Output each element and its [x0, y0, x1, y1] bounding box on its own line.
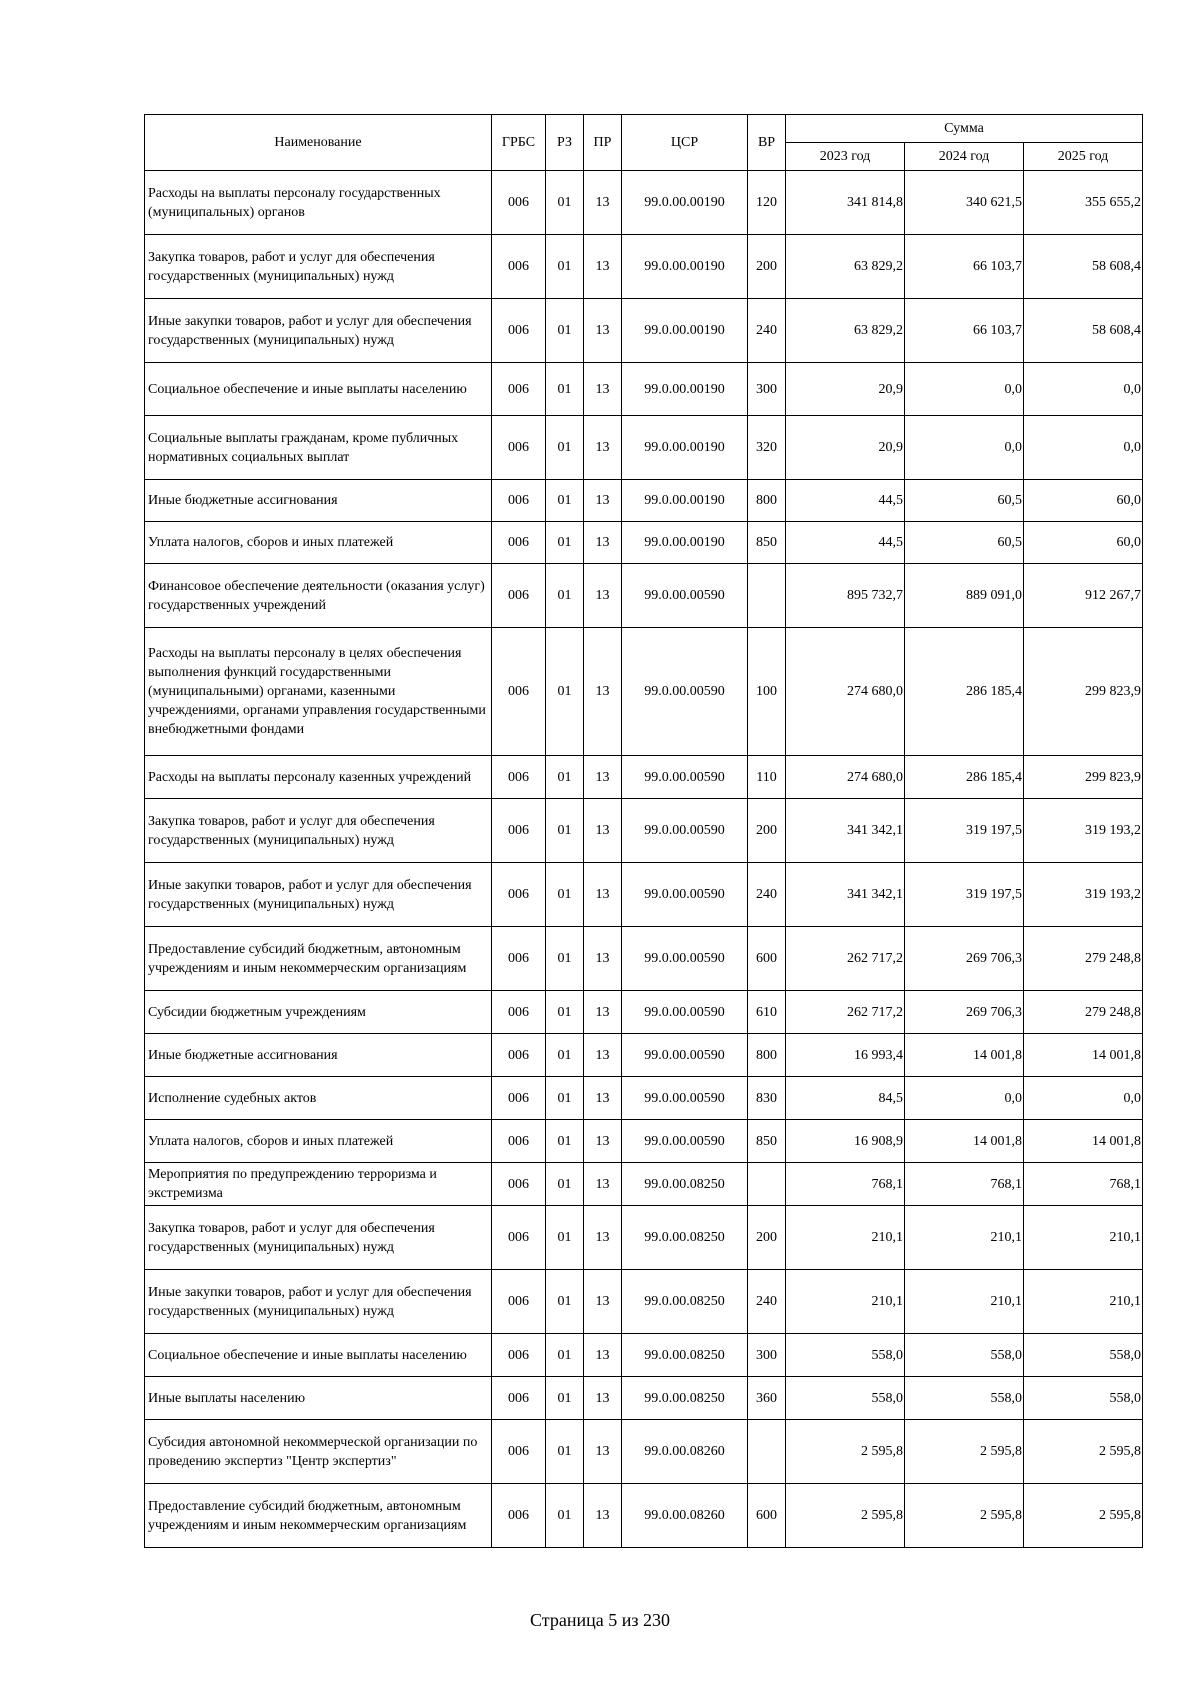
- row-rz: 01: [546, 1163, 584, 1206]
- row-vr: [748, 1420, 786, 1484]
- row-rz: 01: [546, 863, 584, 927]
- row-name: Уплата налогов, сборов и иных платежей: [145, 1120, 492, 1163]
- row-sum-2024: 0,0: [905, 1077, 1024, 1120]
- row-sum-2024: 340 621,5: [905, 171, 1024, 235]
- table-row: [145, 1377, 1143, 1420]
- row-rz: 01: [546, 363, 584, 416]
- row-vr: 200: [748, 1206, 786, 1270]
- row-rz: 01: [546, 1270, 584, 1334]
- row-sum-2023: 341 814,8: [786, 171, 905, 235]
- row-sum-2024: 319 197,5: [905, 863, 1024, 927]
- table-row: [145, 991, 1143, 1034]
- table-row: [145, 756, 1143, 799]
- row-name: Расходы на выплаты персоналу казенных учреждений: [145, 756, 492, 799]
- row-csr: 99.0.00.08250: [622, 1270, 748, 1334]
- row-grbs: 006: [492, 799, 546, 863]
- row-sum-2023: 44,5: [786, 522, 905, 564]
- row-grbs: 006: [492, 1420, 546, 1484]
- row-rz: 01: [546, 1034, 584, 1077]
- row-name: Социальные выплаты гражданам, кроме публичных нормативных социальных выплат: [145, 416, 492, 480]
- row-name: Иные закупки товаров, работ и услуг для обеспечения государственных (муниципальных) нужд: [145, 863, 492, 927]
- table-body: [145, 171, 1143, 1548]
- row-sum-2025: 58 608,4: [1024, 299, 1143, 363]
- row-grbs: 006: [492, 1484, 546, 1548]
- row-name: Социальное обеспечение и иные выплаты населению: [145, 363, 492, 416]
- row-csr: 99.0.00.00590: [622, 1120, 748, 1163]
- row-pr: 13: [584, 863, 622, 927]
- row-sum-2025: 210,1: [1024, 1206, 1143, 1270]
- row-pr: 13: [584, 522, 622, 564]
- row-sum-2024: 286 185,4: [905, 628, 1024, 756]
- row-sum-2024: 286 185,4: [905, 756, 1024, 799]
- table-row: [145, 564, 1143, 628]
- row-pr: 13: [584, 1420, 622, 1484]
- row-rz: 01: [546, 1077, 584, 1120]
- row-name: Уплата налогов, сборов и иных платежей: [145, 522, 492, 564]
- row-pr: 13: [584, 235, 622, 299]
- row-name: Иные выплаты населению: [145, 1377, 492, 1420]
- row-sum-2024: 66 103,7: [905, 299, 1024, 363]
- row-grbs: 006: [492, 991, 546, 1034]
- row-name: Иные закупки товаров, работ и услуг для обеспечения государственных (муниципальных) нужд: [145, 299, 492, 363]
- row-sum-2023: 16 993,4: [786, 1034, 905, 1077]
- row-pr: 13: [584, 1077, 622, 1120]
- row-rz: 01: [546, 564, 584, 628]
- row-sum-2025: 0,0: [1024, 416, 1143, 480]
- row-vr: 320: [748, 416, 786, 480]
- header-pr: ПР: [584, 115, 622, 171]
- row-vr: 800: [748, 1034, 786, 1077]
- row-sum-2024: 889 091,0: [905, 564, 1024, 628]
- row-csr: 99.0.00.08250: [622, 1334, 748, 1377]
- row-sum-2023: 63 829,2: [786, 235, 905, 299]
- row-pr: 13: [584, 927, 622, 991]
- row-pr: 13: [584, 1034, 622, 1077]
- row-name: Субсидия автономной некоммерческой организации по проведению экспертиз "Центр экспертиз": [145, 1420, 492, 1484]
- row-grbs: 006: [492, 564, 546, 628]
- row-sum-2023: 210,1: [786, 1206, 905, 1270]
- header-name: Наименование: [145, 115, 492, 171]
- table-header: [145, 115, 1143, 171]
- table-row: [145, 171, 1143, 235]
- row-pr: 13: [584, 1484, 622, 1548]
- row-sum-2025: 0,0: [1024, 363, 1143, 416]
- row-rz: 01: [546, 235, 584, 299]
- header-2024: 2024 год: [905, 143, 1024, 171]
- row-name: Исполнение судебных актов: [145, 1077, 492, 1120]
- row-vr: 240: [748, 1270, 786, 1334]
- table-row: [145, 863, 1143, 927]
- row-rz: 01: [546, 480, 584, 522]
- row-grbs: 006: [492, 1377, 546, 1420]
- row-grbs: 006: [492, 299, 546, 363]
- row-sum-2024: 2 595,8: [905, 1484, 1024, 1548]
- row-sum-2024: 558,0: [905, 1334, 1024, 1377]
- row-pr: 13: [584, 1334, 622, 1377]
- row-vr: 240: [748, 863, 786, 927]
- table-row: [145, 416, 1143, 480]
- row-name: Иные закупки товаров, работ и услуг для обеспечения государственных (муниципальных) нужд: [145, 1270, 492, 1334]
- header-2025: 2025 год: [1024, 143, 1143, 171]
- row-pr: 13: [584, 171, 622, 235]
- row-sum-2024: 269 706,3: [905, 991, 1024, 1034]
- row-sum-2025: 279 248,8: [1024, 927, 1143, 991]
- row-vr: 850: [748, 1120, 786, 1163]
- table-row: [145, 1077, 1143, 1120]
- row-sum-2025: 2 595,8: [1024, 1484, 1143, 1548]
- row-vr: 200: [748, 235, 786, 299]
- row-grbs: 006: [492, 1206, 546, 1270]
- row-name: Расходы на выплаты персоналу государственных (муниципальных) органов: [145, 171, 492, 235]
- row-sum-2025: 58 608,4: [1024, 235, 1143, 299]
- row-rz: 01: [546, 416, 584, 480]
- row-sum-2025: 768,1: [1024, 1163, 1143, 1206]
- row-pr: 13: [584, 1270, 622, 1334]
- row-csr: 99.0.00.00590: [622, 1077, 748, 1120]
- row-grbs: 006: [492, 416, 546, 480]
- row-name: Мероприятия по предупреждению терроризма и экстремизма: [145, 1163, 492, 1206]
- row-sum-2025: 2 595,8: [1024, 1420, 1143, 1484]
- row-sum-2024: 60,5: [905, 522, 1024, 564]
- row-name: Закупка товаров, работ и услуг для обеспечения государственных (муниципальных) нужд: [145, 235, 492, 299]
- row-vr: 240: [748, 299, 786, 363]
- row-sum-2023: 274 680,0: [786, 628, 905, 756]
- row-csr: 99.0.00.00590: [622, 799, 748, 863]
- row-pr: 13: [584, 628, 622, 756]
- row-sum-2025: 355 655,2: [1024, 171, 1143, 235]
- row-csr: 99.0.00.00190: [622, 299, 748, 363]
- row-csr: 99.0.00.08250: [622, 1206, 748, 1270]
- row-sum-2023: 44,5: [786, 480, 905, 522]
- row-sum-2025: 60,0: [1024, 480, 1143, 522]
- header-vr: ВР: [748, 115, 786, 171]
- row-vr: 110: [748, 756, 786, 799]
- row-vr: 800: [748, 480, 786, 522]
- table-row: [145, 1034, 1143, 1077]
- row-grbs: 006: [492, 235, 546, 299]
- row-sum-2024: 319 197,5: [905, 799, 1024, 863]
- row-rz: 01: [546, 1120, 584, 1163]
- row-grbs: 006: [492, 628, 546, 756]
- row-rz: 01: [546, 628, 584, 756]
- row-csr: 99.0.00.08260: [622, 1420, 748, 1484]
- row-sum-2023: 341 342,1: [786, 863, 905, 927]
- row-grbs: 006: [492, 522, 546, 564]
- row-vr: [748, 564, 786, 628]
- row-csr: 99.0.00.00190: [622, 522, 748, 564]
- row-sum-2024: 2 595,8: [905, 1420, 1024, 1484]
- row-sum-2023: 558,0: [786, 1377, 905, 1420]
- row-sum-2023: 274 680,0: [786, 756, 905, 799]
- table-row: [145, 522, 1143, 564]
- row-rz: 01: [546, 756, 584, 799]
- row-grbs: 006: [492, 1077, 546, 1120]
- row-sum-2024: 0,0: [905, 363, 1024, 416]
- row-csr: 99.0.00.00590: [622, 927, 748, 991]
- row-sum-2023: 341 342,1: [786, 799, 905, 863]
- row-sum-2025: 558,0: [1024, 1334, 1143, 1377]
- header-rz: РЗ: [546, 115, 584, 171]
- row-sum-2023: 558,0: [786, 1334, 905, 1377]
- row-name: Финансовое обеспечение деятельности (оказания услуг) государственных учреждений: [145, 564, 492, 628]
- row-sum-2023: 262 717,2: [786, 927, 905, 991]
- row-csr: 99.0.00.00590: [622, 756, 748, 799]
- row-csr: 99.0.00.00590: [622, 564, 748, 628]
- row-name: Закупка товаров, работ и услуг для обеспечения государственных (муниципальных) нужд: [145, 799, 492, 863]
- row-vr: 120: [748, 171, 786, 235]
- row-sum-2025: 0,0: [1024, 1077, 1143, 1120]
- table-row: [145, 927, 1143, 991]
- row-rz: 01: [546, 991, 584, 1034]
- row-sum-2025: 558,0: [1024, 1377, 1143, 1420]
- row-grbs: 006: [492, 927, 546, 991]
- row-rz: 01: [546, 299, 584, 363]
- row-rz: 01: [546, 1377, 584, 1420]
- table-row: [145, 480, 1143, 522]
- header-2023: 2023 год: [786, 143, 905, 171]
- table-row: [145, 1420, 1143, 1484]
- header-csr: ЦСР: [622, 115, 748, 171]
- row-sum-2024: 14 001,8: [905, 1034, 1024, 1077]
- row-sum-2024: 60,5: [905, 480, 1024, 522]
- row-sum-2023: 20,9: [786, 363, 905, 416]
- row-grbs: 006: [492, 1034, 546, 1077]
- row-sum-2024: 14 001,8: [905, 1120, 1024, 1163]
- row-rz: 01: [546, 522, 584, 564]
- row-vr: [748, 1163, 786, 1206]
- row-grbs: 006: [492, 1120, 546, 1163]
- row-csr: 99.0.00.00190: [622, 416, 748, 480]
- table-row: [145, 1120, 1143, 1163]
- row-rz: 01: [546, 1334, 584, 1377]
- row-csr: 99.0.00.00190: [622, 363, 748, 416]
- table-row: [145, 628, 1143, 756]
- row-rz: 01: [546, 1484, 584, 1548]
- row-grbs: 006: [492, 863, 546, 927]
- row-sum-2023: 210,1: [786, 1270, 905, 1334]
- row-csr: 99.0.00.00590: [622, 863, 748, 927]
- row-name: Социальное обеспечение и иные выплаты населению: [145, 1334, 492, 1377]
- row-csr: 99.0.00.00190: [622, 171, 748, 235]
- table-row: [145, 1163, 1143, 1206]
- table-row: [145, 235, 1143, 299]
- row-sum-2024: 66 103,7: [905, 235, 1024, 299]
- row-grbs: 006: [492, 1163, 546, 1206]
- row-sum-2023: 2 595,8: [786, 1420, 905, 1484]
- row-grbs: 006: [492, 171, 546, 235]
- row-sum-2023: 262 717,2: [786, 991, 905, 1034]
- row-sum-2025: 299 823,9: [1024, 756, 1143, 799]
- row-grbs: 006: [492, 1270, 546, 1334]
- row-csr: 99.0.00.08250: [622, 1163, 748, 1206]
- header-sum: Сумма: [786, 115, 1143, 143]
- table-row: [145, 1206, 1143, 1270]
- row-sum-2023: 768,1: [786, 1163, 905, 1206]
- row-sum-2025: 319 193,2: [1024, 863, 1143, 927]
- row-vr: 600: [748, 927, 786, 991]
- row-vr: 100: [748, 628, 786, 756]
- row-sum-2025: 14 001,8: [1024, 1120, 1143, 1163]
- row-rz: 01: [546, 1206, 584, 1270]
- row-vr: 830: [748, 1077, 786, 1120]
- row-vr: 300: [748, 1334, 786, 1377]
- row-pr: 13: [584, 564, 622, 628]
- row-pr: 13: [584, 991, 622, 1034]
- row-vr: 200: [748, 799, 786, 863]
- row-sum-2023: 84,5: [786, 1077, 905, 1120]
- row-vr: 610: [748, 991, 786, 1034]
- row-sum-2023: 895 732,7: [786, 564, 905, 628]
- row-sum-2025: 912 267,7: [1024, 564, 1143, 628]
- row-name: Иные бюджетные ассигнования: [145, 480, 492, 522]
- row-sum-2023: 20,9: [786, 416, 905, 480]
- row-csr: 99.0.00.08250: [622, 1377, 748, 1420]
- table-row: [145, 1334, 1143, 1377]
- row-sum-2024: 768,1: [905, 1163, 1024, 1206]
- row-sum-2024: 0,0: [905, 416, 1024, 480]
- row-csr: 99.0.00.00190: [622, 235, 748, 299]
- table-row: [145, 363, 1143, 416]
- row-sum-2023: 16 908,9: [786, 1120, 905, 1163]
- row-csr: 99.0.00.00590: [622, 628, 748, 756]
- row-sum-2025: 14 001,8: [1024, 1034, 1143, 1077]
- header-grbs: ГРБС: [492, 115, 546, 171]
- row-rz: 01: [546, 1420, 584, 1484]
- row-csr: 99.0.00.00190: [622, 480, 748, 522]
- row-sum-2024: 558,0: [905, 1377, 1024, 1420]
- row-sum-2024: 269 706,3: [905, 927, 1024, 991]
- row-sum-2025: 210,1: [1024, 1270, 1143, 1334]
- page-number: Страница 5 из 230: [530, 1610, 670, 1630]
- row-sum-2023: 63 829,2: [786, 299, 905, 363]
- row-vr: 850: [748, 522, 786, 564]
- budget-table: [144, 114, 1143, 1548]
- row-pr: 13: [584, 299, 622, 363]
- row-pr: 13: [584, 1377, 622, 1420]
- row-csr: 99.0.00.00590: [622, 991, 748, 1034]
- row-rz: 01: [546, 927, 584, 991]
- row-pr: 13: [584, 756, 622, 799]
- row-vr: 300: [748, 363, 786, 416]
- table-row: [145, 299, 1143, 363]
- row-name: Закупка товаров, работ и услуг для обеспечения государственных (муниципальных) нужд: [145, 1206, 492, 1270]
- table-row: [145, 1270, 1143, 1334]
- row-pr: 13: [584, 799, 622, 863]
- row-csr: 99.0.00.00590: [622, 1034, 748, 1077]
- row-pr: 13: [584, 363, 622, 416]
- row-vr: 600: [748, 1484, 786, 1548]
- row-sum-2025: 279 248,8: [1024, 991, 1143, 1034]
- row-pr: 13: [584, 1163, 622, 1206]
- table-row: [145, 799, 1143, 863]
- row-sum-2024: 210,1: [905, 1206, 1024, 1270]
- row-sum-2024: 210,1: [905, 1270, 1024, 1334]
- row-pr: 13: [584, 480, 622, 522]
- row-grbs: 006: [492, 756, 546, 799]
- row-name: Субсидии бюджетным учреждениям: [145, 991, 492, 1034]
- row-sum-2025: 319 193,2: [1024, 799, 1143, 863]
- row-grbs: 006: [492, 1334, 546, 1377]
- table-row: [145, 1484, 1143, 1548]
- row-vr: 360: [748, 1377, 786, 1420]
- row-csr: 99.0.00.08260: [622, 1484, 748, 1548]
- row-pr: 13: [584, 416, 622, 480]
- row-rz: 01: [546, 799, 584, 863]
- row-sum-2023: 2 595,8: [786, 1484, 905, 1548]
- row-name: Расходы на выплаты персоналу в целях обеспечения выполнения функций государственными (муниципальными) органами, казенными учреждениями, органами управления государственными внебюджетными фондами: [145, 628, 492, 756]
- row-sum-2025: 299 823,9: [1024, 628, 1143, 756]
- row-grbs: 006: [492, 363, 546, 416]
- row-pr: 13: [584, 1120, 622, 1163]
- row-grbs: 006: [492, 480, 546, 522]
- row-pr: 13: [584, 1206, 622, 1270]
- row-sum-2025: 60,0: [1024, 522, 1143, 564]
- row-name: Иные бюджетные ассигнования: [145, 1034, 492, 1077]
- row-rz: 01: [546, 171, 584, 235]
- row-name: Предоставление субсидий бюджетным, автономным учреждениям и иным некоммерческим организациям: [145, 927, 492, 991]
- row-name: Предоставление субсидий бюджетным, автономным учреждениям и иным некоммерческим организациям: [145, 1484, 492, 1548]
